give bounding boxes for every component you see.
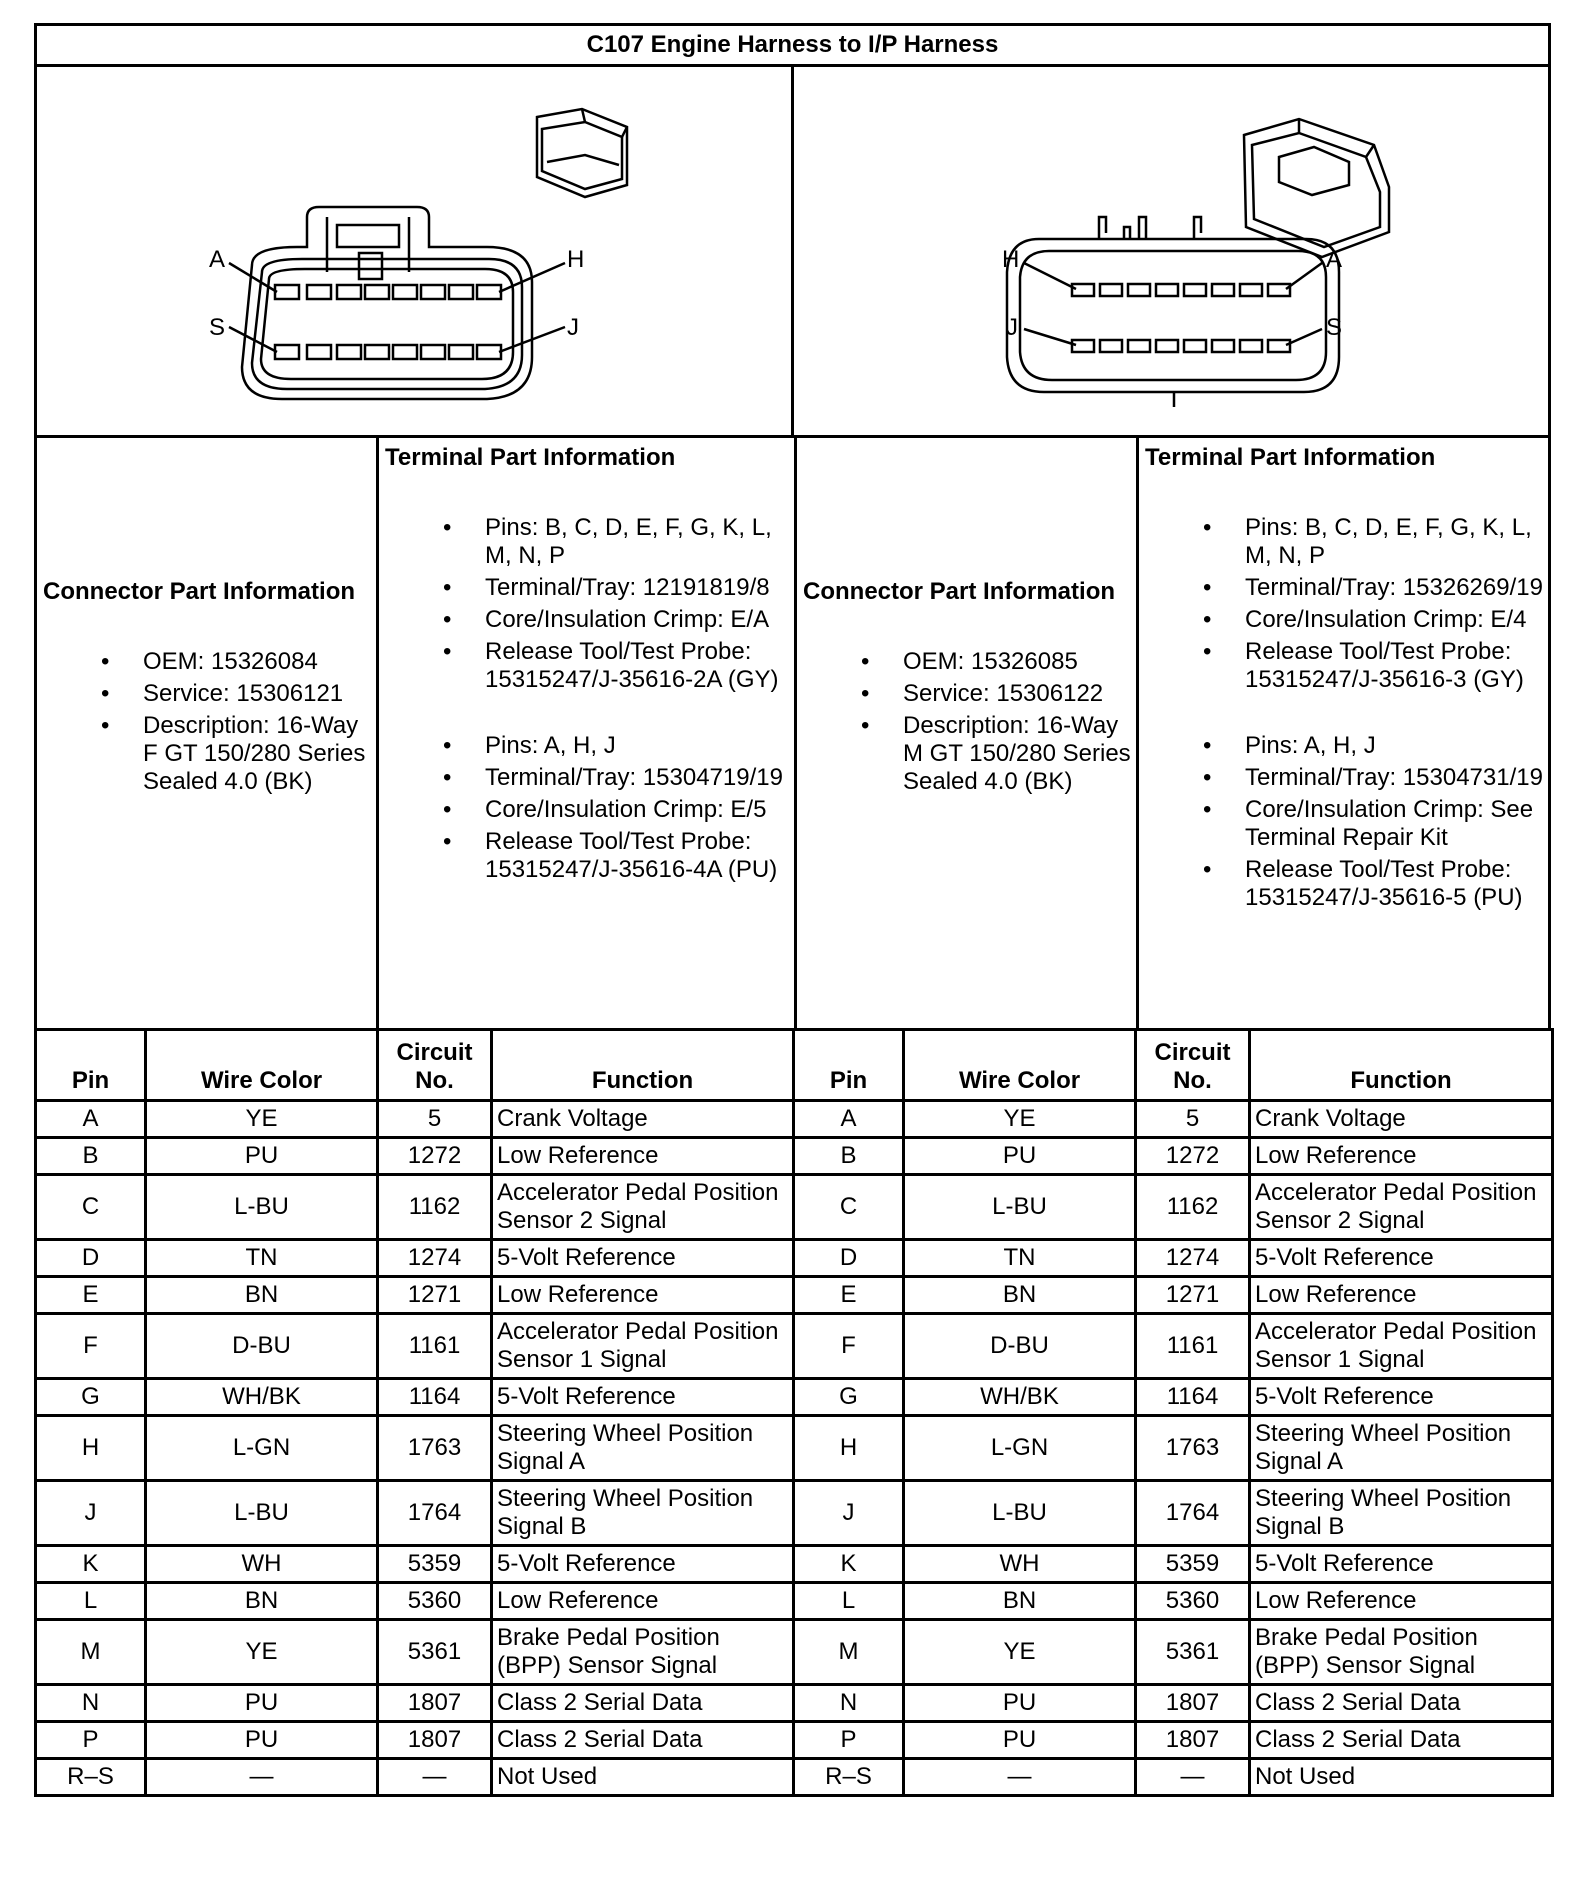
list-item: • Terminal/Tray: 15326269/19: [1145, 574, 1548, 602]
function-cell: 5-Volt Reference: [1250, 1546, 1553, 1583]
function-cell: Crank Voltage: [1250, 1101, 1553, 1138]
circuit-header: Circuit No.: [378, 1030, 492, 1101]
circuit-cell: 1274: [378, 1240, 492, 1277]
list-item: • Core/Insulation Crimp: E/4: [1145, 606, 1548, 634]
circuit-cell: 1763: [378, 1416, 492, 1481]
table-row: [36, 1379, 1553, 1416]
function-cell: Low Reference: [1250, 1277, 1553, 1314]
pin-label-A: A: [1326, 246, 1343, 273]
right-terminal-info: [1139, 438, 1548, 1028]
wire-color-cell: PU: [904, 1722, 1136, 1759]
circuit-cell: 1271: [378, 1277, 492, 1314]
pin-cell: K: [794, 1546, 904, 1583]
list-item: • Terminal/Tray: 15304719/19: [385, 764, 794, 792]
pin-cell: H: [794, 1416, 904, 1481]
function-cell: 5-Volt Reference: [492, 1546, 794, 1583]
wire-color-cell: —: [146, 1759, 378, 1796]
table-row: [36, 1175, 1553, 1240]
function-cell: Not Used: [1250, 1759, 1553, 1796]
pin-cell: L: [794, 1583, 904, 1620]
wire-color-cell: PU: [146, 1722, 378, 1759]
circuit-cell: 1764: [378, 1481, 492, 1546]
function-header: Function: [492, 1030, 794, 1101]
function-cell: 5-Volt Reference: [492, 1379, 794, 1416]
table-row: [36, 1138, 1553, 1175]
wire-color-cell: BN: [146, 1583, 378, 1620]
wire-color-cell: YE: [904, 1620, 1136, 1685]
pin-cell: R–S: [36, 1759, 146, 1796]
list-item: • Pins: A, H, J: [1145, 732, 1548, 760]
wire-color-cell: WH/BK: [904, 1379, 1136, 1416]
table-row: [36, 1620, 1553, 1685]
pin-cell: A: [36, 1101, 146, 1138]
function-cell: Steering Wheel Position Signal A: [1250, 1416, 1553, 1481]
function-cell: 5-Volt Reference: [492, 1240, 794, 1277]
function-cell: Crank Voltage: [492, 1101, 794, 1138]
table-row: [36, 1240, 1553, 1277]
circuit-cell: 1161: [1136, 1314, 1250, 1379]
function-cell: Low Reference: [492, 1583, 794, 1620]
function-cell: Brake Pedal Position (BPP) Sensor Signal: [1250, 1620, 1553, 1685]
pin-cell: H: [36, 1416, 146, 1481]
list-item: • OEM: 15326085: [803, 648, 1136, 676]
pin-header: Pin: [794, 1030, 904, 1101]
pin-cell: D: [36, 1240, 146, 1277]
pin-cell: N: [794, 1685, 904, 1722]
circuit-cell: 1807: [378, 1722, 492, 1759]
function-cell: Accelerator Pedal Position Sensor 1 Signal: [1250, 1314, 1553, 1379]
pin-cell: J: [36, 1481, 146, 1546]
circuit-cell: 1271: [1136, 1277, 1250, 1314]
table-row: [36, 1277, 1553, 1314]
pin-cell: K: [36, 1546, 146, 1583]
circuit-cell: 5359: [378, 1546, 492, 1583]
function-cell: Steering Wheel Position Signal B: [492, 1481, 794, 1546]
list-item: • Pins: A, H, J: [385, 732, 794, 760]
function-cell: Class 2 Serial Data: [1250, 1722, 1553, 1759]
function-header: Function: [1250, 1030, 1553, 1101]
pin-cell: E: [36, 1277, 146, 1314]
circuit-cell: 1272: [378, 1138, 492, 1175]
wire-color-cell: PU: [904, 1685, 1136, 1722]
pin-cell: M: [794, 1620, 904, 1685]
pin-cell: J: [794, 1481, 904, 1546]
connector-sheet: [34, 23, 1551, 1797]
table-row: [36, 1722, 1553, 1759]
pin-label-S: S: [1326, 314, 1343, 341]
pin-label-J: J: [567, 314, 579, 341]
circuit-cell: 1807: [1136, 1722, 1250, 1759]
function-cell: Class 2 Serial Data: [1250, 1685, 1553, 1722]
table-row: [36, 1685, 1553, 1722]
part-information: [34, 435, 1551, 1028]
function-cell: Accelerator Pedal Position Sensor 2 Signal: [492, 1175, 794, 1240]
function-cell: Not Used: [492, 1759, 794, 1796]
pin-cell: G: [794, 1379, 904, 1416]
wire-color-cell: —: [904, 1759, 1136, 1796]
circuit-cell: 1161: [378, 1314, 492, 1379]
pin-cell: C: [794, 1175, 904, 1240]
circuit-cell: 1162: [378, 1175, 492, 1240]
table-row: [36, 1583, 1553, 1620]
pin-cell: N: [36, 1685, 146, 1722]
table-row: [36, 1416, 1553, 1481]
circuit-cell: 1164: [1136, 1379, 1250, 1416]
wire-color-cell: L-BU: [146, 1481, 378, 1546]
circuit-cell: 5361: [378, 1620, 492, 1685]
wire-color-cell: YE: [904, 1101, 1136, 1138]
wire-color-cell: L-BU: [146, 1175, 378, 1240]
circuit-cell: 1763: [1136, 1416, 1250, 1481]
circuit-cell: 5361: [1136, 1620, 1250, 1685]
function-cell: 5-Volt Reference: [1250, 1240, 1553, 1277]
function-cell: Low Reference: [1250, 1583, 1553, 1620]
terminal-info-header: Terminal Part Information: [1145, 444, 1436, 471]
wire-color-cell: BN: [904, 1277, 1136, 1314]
wire-color-cell: L-GN: [904, 1416, 1136, 1481]
function-cell: Steering Wheel Position Signal A: [492, 1416, 794, 1481]
wire-color-cell: BN: [146, 1277, 378, 1314]
pin-cell: M: [36, 1620, 146, 1685]
left-terminal-info: [379, 438, 797, 1028]
list-item: • Release Tool/Test Probe: 15315247/J-35616-4A (PU): [385, 828, 794, 884]
list-item: • Release Tool/Test Probe: 15315247/J-35616-5 (PU): [1145, 856, 1548, 912]
wire-color-cell: PU: [146, 1685, 378, 1722]
circuit-cell: 1162: [1136, 1175, 1250, 1240]
wire-color-cell: YE: [146, 1101, 378, 1138]
pin-label-H: H: [567, 246, 585, 273]
table-row: [36, 1101, 1553, 1138]
circuit-cell: 5359: [1136, 1546, 1250, 1583]
page-title: C107 Engine Harness to I/P Harness: [34, 23, 1551, 64]
list-item: • Description: 16-Way F GT 150/280 Series Sealed 4.0 (BK): [43, 712, 376, 796]
right-connector-info: [797, 438, 1139, 1028]
pin-cell: C: [36, 1175, 146, 1240]
pin-cell: F: [794, 1314, 904, 1379]
list-item: • Pins: B, C, D, E, F, G, K, L, M, N, P: [385, 514, 794, 570]
pin-cell: R–S: [794, 1759, 904, 1796]
left-connector-figure: [37, 67, 791, 435]
function-cell: Steering Wheel Position Signal B: [1250, 1481, 1553, 1546]
list-item: • Service: 15306121: [43, 680, 376, 708]
right-connector-figure: [791, 67, 1548, 435]
function-cell: Low Reference: [492, 1277, 794, 1314]
circuit-cell: 1807: [1136, 1685, 1250, 1722]
pin-cell: B: [794, 1138, 904, 1175]
pin-cell: A: [794, 1101, 904, 1138]
function-cell: Accelerator Pedal Position Sensor 1 Signal: [492, 1314, 794, 1379]
wire-color-cell: TN: [904, 1240, 1136, 1277]
circuit-cell: 1807: [378, 1685, 492, 1722]
list-item: • OEM: 15326084: [43, 648, 376, 676]
wire-color-cell: L-BU: [904, 1175, 1136, 1240]
pin-label-S: S: [209, 314, 226, 341]
function-cell: Class 2 Serial Data: [492, 1722, 794, 1759]
function-cell: 5-Volt Reference: [1250, 1379, 1553, 1416]
pin-cell: E: [794, 1277, 904, 1314]
list-item: • Core/Insulation Crimp: E/A: [385, 606, 794, 634]
wire-color-cell: YE: [146, 1620, 378, 1685]
wire-color-cell: WH: [146, 1546, 378, 1583]
wire-color-cell: L-GN: [146, 1416, 378, 1481]
circuit-cell: 1164: [378, 1379, 492, 1416]
terminal-info-header: Terminal Part Information: [385, 444, 676, 471]
pin-cell: L: [36, 1583, 146, 1620]
pin-cell: G: [36, 1379, 146, 1416]
wire-color-cell: WH: [904, 1546, 1136, 1583]
wire-color-cell: TN: [146, 1240, 378, 1277]
circuit-cell: —: [1136, 1759, 1250, 1796]
pinout-rows: [36, 1101, 1553, 1796]
circuit-cell: 1272: [1136, 1138, 1250, 1175]
wire-color-cell: WH/BK: [146, 1379, 378, 1416]
list-item: • Terminal/Tray: 12191819/8: [385, 574, 794, 602]
pin-cell: P: [36, 1722, 146, 1759]
table-row: [36, 1314, 1553, 1379]
circuit-cell: 5: [1136, 1101, 1250, 1138]
table-row: [36, 1759, 1553, 1796]
pin-cell: B: [36, 1138, 146, 1175]
function-cell: Brake Pedal Position (BPP) Sensor Signal: [492, 1620, 794, 1685]
pin-cell: F: [36, 1314, 146, 1379]
pin-label-J: J: [1006, 314, 1018, 341]
pinout-table: [34, 1028, 1554, 1797]
wire-color-cell: PU: [904, 1138, 1136, 1175]
pin-label-A: A: [209, 246, 226, 273]
wire-color-cell: L-BU: [904, 1481, 1136, 1546]
pin-label-H: H: [1002, 246, 1020, 273]
list-item: • Pins: B, C, D, E, F, G, K, L, M, N, P: [1145, 514, 1548, 570]
list-item: • Release Tool/Test Probe: 15315247/J-35616-2A (GY): [385, 638, 794, 694]
circuit-cell: 1764: [1136, 1481, 1250, 1546]
function-cell: Class 2 Serial Data: [492, 1685, 794, 1722]
table-row: [36, 1481, 1553, 1546]
wire-color-cell: D-BU: [904, 1314, 1136, 1379]
circuit-cell: 5360: [1136, 1583, 1250, 1620]
wire-color-cell: BN: [904, 1583, 1136, 1620]
circuit-header: Circuit No.: [1136, 1030, 1250, 1101]
list-item: • Terminal/Tray: 15304731/19: [1145, 764, 1548, 792]
wire-color-header: Wire Color: [904, 1030, 1136, 1101]
list-item: • Core/Insulation Crimp: See Terminal Repair Kit: [1145, 796, 1548, 852]
circuit-cell: 5360: [378, 1583, 492, 1620]
wire-color-header: Wire Color: [146, 1030, 378, 1101]
wire-color-cell: D-BU: [146, 1314, 378, 1379]
connector-info-header: Connector Part Information: [43, 578, 356, 605]
pin-cell: D: [794, 1240, 904, 1277]
circuit-cell: 5: [378, 1101, 492, 1138]
female-connector-icon: [37, 67, 795, 435]
male-connector-icon: [794, 67, 1550, 435]
list-item: • Service: 15306122: [803, 680, 1136, 708]
wire-color-cell: PU: [146, 1138, 378, 1175]
table-header-row: [36, 1030, 1553, 1101]
list-item: • Release Tool/Test Probe: 15315247/J-35616-3 (GY): [1145, 638, 1548, 694]
function-cell: Low Reference: [492, 1138, 794, 1175]
function-cell: Low Reference: [1250, 1138, 1553, 1175]
list-item: • Description: 16-Way M GT 150/280 Series Sealed 4.0 (BK): [803, 712, 1136, 796]
circuit-cell: 1274: [1136, 1240, 1250, 1277]
pin-header: Pin: [36, 1030, 146, 1101]
connector-info-header: Connector Part Information: [803, 578, 1116, 605]
function-cell: Accelerator Pedal Position Sensor 2 Signal: [1250, 1175, 1553, 1240]
left-connector-info: [37, 438, 379, 1028]
list-item: • Core/Insulation Crimp: E/5: [385, 796, 794, 824]
connector-figures: [34, 64, 1551, 435]
table-row: [36, 1546, 1553, 1583]
circuit-cell: —: [378, 1759, 492, 1796]
pin-cell: P: [794, 1722, 904, 1759]
